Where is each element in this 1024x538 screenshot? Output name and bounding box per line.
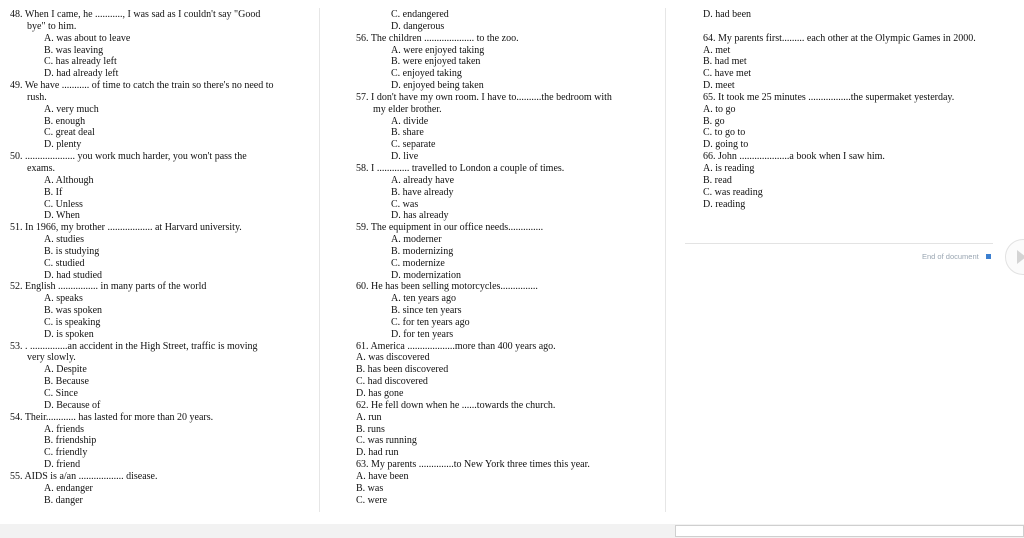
option-c: C. is speaking <box>44 316 101 328</box>
option-b: B. runs <box>356 423 385 435</box>
option-c: C. was running <box>356 435 417 447</box>
column-2 <box>356 9 656 506</box>
option-c: C. for ten years ago <box>391 316 470 328</box>
option-b: B. read <box>703 174 732 186</box>
option-b: B. friendship <box>44 435 97 447</box>
question-stem: 57. I don't have my own room. I have to..........the bedroom with <box>356 91 612 103</box>
question-63 <box>356 459 656 506</box>
question-stem: 52. English ................ in many parts of the world <box>10 281 207 293</box>
question-59 <box>356 222 656 281</box>
option-d: D. had run <box>356 447 399 459</box>
question-53 <box>10 341 310 412</box>
play-arrow-icon <box>1017 250 1024 264</box>
option-d: D. friend <box>44 459 81 471</box>
option-a: A. met <box>703 44 731 56</box>
question-51 <box>10 222 310 281</box>
option-c: C. to go to <box>703 127 746 139</box>
option-d: D. has already <box>391 210 449 222</box>
option-d: D. modernization <box>391 269 461 281</box>
option-a: A. ten years ago <box>391 293 456 305</box>
question-stem-continued: bye" to him. <box>27 20 77 32</box>
question-stem-continued: very slowly. <box>27 352 76 364</box>
option-a: A. run <box>356 411 382 423</box>
option-a: A. Despite <box>44 364 87 376</box>
option-c: C. Since <box>44 388 78 399</box>
question-stem: 53. . ...............an accident in the High Street, traffic is moving <box>10 340 258 352</box>
option-b: B. have already <box>391 186 454 198</box>
option-a: A. speaks <box>44 293 83 305</box>
option-b: B. Because <box>44 376 89 388</box>
question-stem: 51. In 1966, my brother .................. at Harvard university. <box>10 222 242 234</box>
question-stem-continued: exams. <box>27 162 56 174</box>
option-a: A. moderner <box>391 234 442 246</box>
option-a: A. were enjoyed taking <box>391 44 485 56</box>
option-d: D. had studied <box>44 269 103 281</box>
question-62 <box>356 400 656 459</box>
option-d: D. had already left <box>44 68 119 80</box>
option-a: A. was discovered <box>356 352 430 364</box>
option-c: C. separate <box>391 139 436 151</box>
question-57 <box>356 92 656 163</box>
option-b: B. modernizing <box>391 245 454 257</box>
option-c: C. friendly <box>44 447 88 459</box>
option-b: B. If <box>44 186 63 198</box>
option-d: D. reading <box>703 198 746 210</box>
option-a: A. have been <box>356 470 409 482</box>
question-stem-continued: rush. <box>27 91 47 103</box>
question-65 <box>703 92 1003 151</box>
option-a: A. was about to leave <box>44 32 131 44</box>
question-52 <box>10 281 310 340</box>
question-stem: 59. The equipment in our office needs.............. <box>356 222 544 234</box>
question-stem: 55. AIDS is a/an .................. disease. <box>10 470 158 482</box>
option-c: C. have met <box>703 68 752 80</box>
option-d: D. Because of <box>44 399 101 411</box>
spacer <box>703 21 1003 33</box>
option-d: D. meet <box>703 80 735 92</box>
option-d: D. going to <box>703 139 749 151</box>
question-stem: 66. John ....................a book when I saw him. <box>703 151 885 163</box>
option-b: B. is studying <box>44 245 100 257</box>
option-a: A. very much <box>44 103 99 115</box>
question-stem: 49. We have ........... of time to catch the train so there's no need to <box>10 80 274 92</box>
question-48 <box>10 9 310 80</box>
option-d: D. dangerous <box>391 20 445 32</box>
question-50 <box>10 151 310 222</box>
option-c: C. endangered <box>391 9 449 20</box>
option-c: C. were <box>356 494 388 506</box>
option-b: B. since ten years <box>391 305 462 317</box>
question-54 <box>10 412 310 471</box>
option-a: A. divide <box>391 115 429 127</box>
option-d: D. has gone <box>356 388 404 399</box>
column-3 <box>703 9 1003 210</box>
option-a: A. is reading <box>703 162 755 174</box>
end-of-document-rule <box>685 243 993 244</box>
question-stem: 60. He has been selling motorcycles............... <box>356 281 538 293</box>
option-c: C. Unless <box>44 198 83 210</box>
next-page-button[interactable] <box>1005 239 1024 275</box>
question-stem: 63. My parents ..............to New York three times this year. <box>356 459 590 471</box>
option-c: C. was reading <box>703 186 763 198</box>
option-c: C. had discovered <box>356 376 428 388</box>
option-b: B. were enjoyed taken <box>391 56 481 68</box>
question-61 <box>356 341 656 400</box>
question-66 <box>703 151 1003 210</box>
option-d: D. is spoken <box>44 328 94 340</box>
question-stem: 64. My parents first......... each other at the Olympic Games in 2000. <box>703 32 976 44</box>
question-stem: 62. He fell down when he ......towards the church. <box>356 399 556 411</box>
option-b: B. has been discovered <box>356 364 449 376</box>
option-a: A. friends <box>44 423 84 435</box>
option-b: B. had met <box>703 56 747 68</box>
question-55-continued <box>356 9 656 33</box>
end-of-document-label: End of document <box>922 252 979 261</box>
question-stem: 61. America ...................more than 400 years ago. <box>356 340 556 352</box>
option-d: D. When <box>44 210 80 222</box>
option-d: D. plenty <box>44 139 82 151</box>
option-d: D. had been <box>703 9 752 20</box>
option-a: A. endanger <box>44 482 93 494</box>
question-55 <box>10 471 310 507</box>
option-b: B. enough <box>44 115 86 127</box>
option-b: B. danger <box>44 494 83 506</box>
question-60 <box>356 281 656 340</box>
option-b: B. share <box>391 127 424 139</box>
question-stem: 65. It took me 25 minutes .................the supermaket yesterday. <box>703 91 955 103</box>
option-d: D. live <box>391 151 419 163</box>
question-64 <box>703 33 1003 92</box>
question-stem: 54. Their............ has lasted for more than 20 years. <box>10 411 214 423</box>
question-58 <box>356 163 656 222</box>
option-a: A. to go <box>703 103 736 115</box>
question-63-continued <box>703 9 1003 21</box>
option-b: B. go <box>703 115 725 127</box>
option-a: A. studies <box>44 234 84 246</box>
option-b: B. was leaving <box>44 44 104 56</box>
option-c: C. has already left <box>44 56 117 68</box>
option-a: A. already have <box>391 174 455 186</box>
column-divider <box>665 8 666 512</box>
option-a: A. Although <box>44 174 94 186</box>
column-1 <box>10 9 310 506</box>
question-56 <box>356 33 656 92</box>
option-d: D. enjoyed being taken <box>391 80 484 92</box>
end-marker-icon <box>986 254 991 259</box>
option-d: D. for ten years <box>391 328 454 340</box>
column-divider <box>319 8 320 512</box>
option-b: B. was spoken <box>44 305 103 317</box>
option-c: C. studied <box>44 257 85 269</box>
option-c: C. enjoyed taking <box>391 68 462 80</box>
question-49 <box>10 80 310 151</box>
question-stem: 58. I ............. travelled to London a couple of times. <box>356 162 565 174</box>
bottom-input-box[interactable] <box>675 525 1024 537</box>
option-c: C. was <box>391 198 419 210</box>
question-stem: 56. The children .................... to the zoo. <box>356 32 519 44</box>
question-stem: 48. When I came, he ..........., I was sad as I couldn't say "Good <box>10 9 261 20</box>
option-c: C. great deal <box>44 127 95 139</box>
option-c: C. modernize <box>391 257 445 269</box>
option-b: B. was <box>356 482 384 494</box>
question-stem: 50. .................... you work much harder, you won't pass the <box>10 151 247 163</box>
question-stem-continued: my elder brother. <box>373 103 442 115</box>
